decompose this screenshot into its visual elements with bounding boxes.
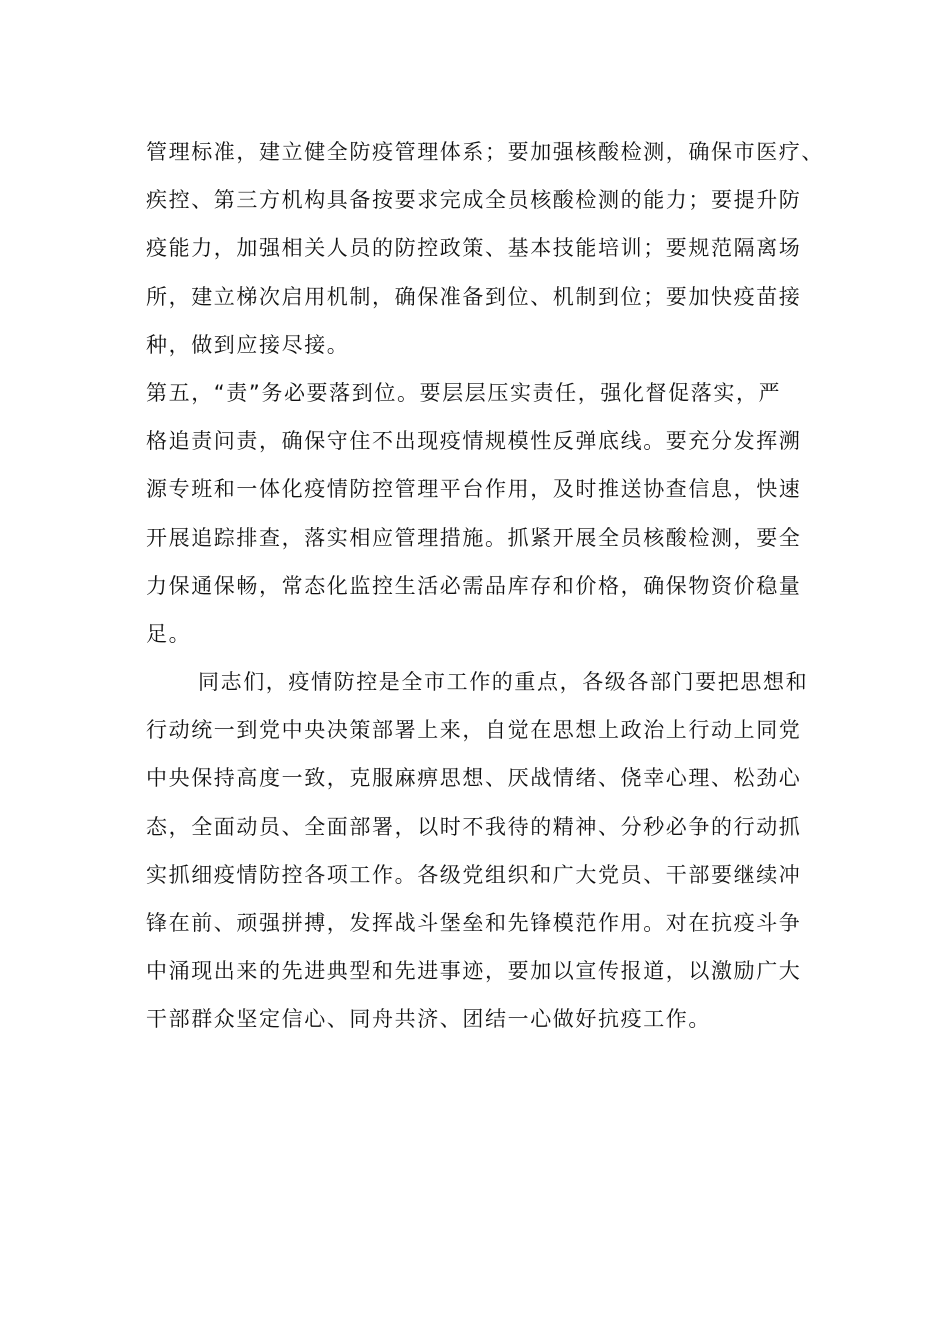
document-body bbox=[146, 128, 824, 1044]
text-line: 中涌现出来的先进典型和先进事迹，要加以宣传报道，以激励广大 bbox=[146, 959, 802, 984]
text-line: 足。 bbox=[146, 621, 192, 646]
paragraph-3 bbox=[146, 658, 809, 1044]
text-line: 疾控、第三方机构具备按要求完成全员核酸检测的能力；要提升防 bbox=[146, 188, 802, 213]
paragraph-2 bbox=[146, 369, 806, 658]
text-line: 实抓细疫情防控各项工作。各级党组织和广大党员、干部要继续冲 bbox=[146, 862, 802, 887]
text-line: 开展追踪排查，落实相应管理措施。抓紧开展全员核酸检测，要全 bbox=[146, 525, 802, 550]
paragraph-1 bbox=[146, 128, 824, 369]
text-line: 格追责问责，确保守住不出现疫情规模性反弹底线。要充分发挥溯 bbox=[146, 429, 802, 454]
text-line: 中央保持高度一致，克服麻痹思想、厌战情绪、侥幸心理、松劲心 bbox=[146, 766, 802, 791]
text-line: 所，建立梯次启用机制，确保准备到位、机制到位；要加快疫苗接 bbox=[146, 284, 802, 309]
text-line: 源专班和一体化疫情防控管理平台作用，及时推送协查信息，快速 bbox=[146, 477, 802, 502]
text-line: 干部群众坚定信心、同舟共济、团结一心做好抗疫工作。 bbox=[146, 1007, 711, 1032]
text-line: 态，全面动员、全面部署，以时不我待的精神、分秒必争的行动抓 bbox=[146, 814, 802, 839]
text-line: 第五，“责”务必要落到位。要层层压实责任，强化督促落实，严 bbox=[146, 380, 782, 405]
text-line: 行动统一到党中央决策部署上来，自觉在思想上政治上行动上同党 bbox=[146, 718, 802, 743]
text-line: 力保通保畅，常态化监控生活必需品库存和价格，确保物资价稳量 bbox=[146, 573, 802, 598]
text-line: 锋在前、顽强拼搏，发挥战斗堡垒和先锋模范作用。对在抗疫斗争 bbox=[146, 911, 802, 935]
text-line: 疫能力，加强相关人员的防控政策、基本技能培训；要规范隔离场 bbox=[146, 236, 802, 261]
text-line: 种，做到应接尽接。 bbox=[146, 332, 350, 357]
text-line: 同志们，疫情防控是全市工作的重点，各级各部门要把思想和 bbox=[198, 670, 809, 695]
text-line: 管理标准，建立健全防疫管理体系；要加强核酸检测，确保市医疗、 bbox=[146, 140, 824, 164]
